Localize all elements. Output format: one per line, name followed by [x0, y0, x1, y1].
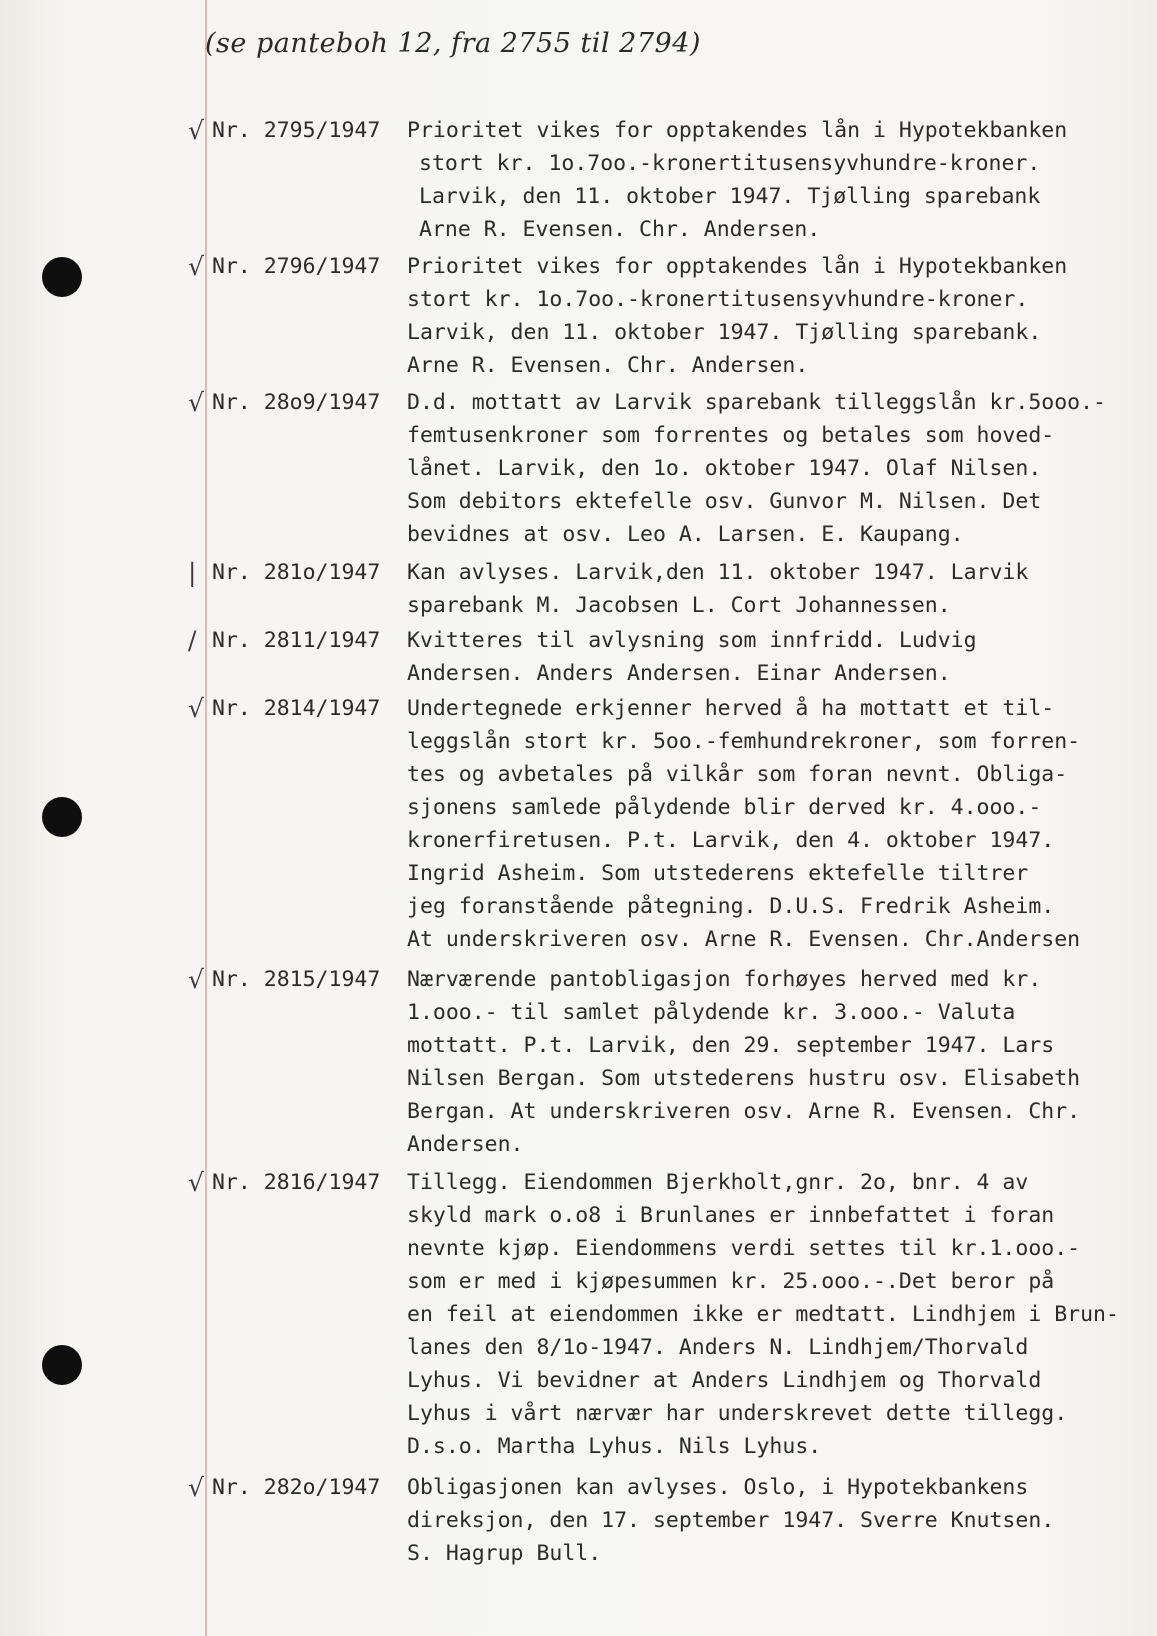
- entry-text: [407, 963, 1157, 1161]
- entry-line: skyld mark o.o8 i Brunlanes er innbefattet i foran: [407, 1203, 1055, 1228]
- entry-number: Nr. 2796/1947: [212, 254, 381, 279]
- entry-line: Lyhus i vårt nærvær har underskrevet dette tillegg.: [407, 1401, 1068, 1426]
- entry-line: Undertegnede erkjenner herved å ha mottatt et til-: [407, 696, 1055, 721]
- entry-line: stort kr. 1o.7oo.-kronertitusensyvhundre-kroner.: [407, 287, 1029, 312]
- entry-line: femtusenkroner som forrentes og betales som hoved-: [407, 423, 1055, 448]
- entry-line: nevnte kjøp. Eiendommens verdi settes til kr.1.ooo.-: [407, 1236, 1081, 1261]
- entry-text: [407, 250, 1157, 382]
- entry-text: [407, 1166, 1157, 1463]
- entry-line: Arne R. Evensen. Chr. Andersen.: [419, 217, 821, 242]
- entry-line: Obligasjonen kan avlyses. Oslo, i Hypotekbankens: [407, 1475, 1029, 1500]
- entry-line: leggslån stort kr. 5oo.-femhundrekroner, som forren-: [407, 729, 1081, 754]
- checkmark-icon: √: [188, 965, 204, 994]
- entry-line: S. Hagrup Bull.: [407, 1541, 602, 1566]
- margin-rule: [205, 0, 207, 1636]
- checkmark-icon: √: [188, 388, 204, 417]
- entry-number: Nr. 281o/1947: [212, 560, 381, 585]
- entry-line: Arne R. Evensen. Chr. Andersen.: [407, 353, 809, 378]
- entry-line: Lyhus. Vi bevidner at Anders Lindhjem og Thorvald: [407, 1368, 1042, 1393]
- entry-number: Nr. 28o9/1947: [212, 390, 381, 415]
- entry-line: lånet. Larvik, den 1o. oktober 1947. Olaf Nilsen.: [407, 456, 1042, 481]
- entry-number: Nr. 2816/1947: [212, 1170, 381, 1195]
- entry-line: mottatt. P.t. Larvik, den 29. september 1947. Lars: [407, 1033, 1055, 1058]
- entry-line: Ingrid Asheim. Som utstederens ektefelle tiltrer: [407, 861, 1029, 886]
- entry-line: Som debitors ektefelle osv. Gunvor M. Nilsen. Det: [407, 489, 1042, 514]
- checkmark-icon: |: [188, 558, 197, 587]
- entry-line: sjonens samlede pålydende blir derved kr. 4.ooo.-: [407, 795, 1042, 820]
- entry-text: [407, 556, 1157, 622]
- entry-line: som er med i kjøpesummen kr. 25.ooo.-.Det beror på: [407, 1269, 1055, 1294]
- entry-number: Nr. 2814/1947: [212, 696, 381, 721]
- entry-number: Nr. 282o/1947: [212, 1475, 381, 1500]
- entry-line: lanes den 8/1o-1947. Anders N. Lindhjem/Thorvald: [407, 1335, 1029, 1360]
- checkmark-icon: √: [188, 1168, 204, 1197]
- checkmark-icon: /: [188, 626, 197, 655]
- entry-line: Tillegg. Eiendommen Bjerkholt,gnr. 2o, bnr. 4 av: [407, 1170, 1029, 1195]
- entry-line: Kvitteres til avlysning som innfridd. Ludvig: [407, 628, 977, 653]
- entry-number: Nr. 2811/1947: [212, 628, 381, 653]
- entry-line: sparebank M. Jacobsen L. Cort Johannessen.: [407, 593, 951, 618]
- entry-line: Larvik, den 11. oktober 1947. Tjølling sparebank.: [407, 320, 1042, 345]
- entry-line: stort kr. 1o.7oo.-kronertitusensyvhundre-kroner.: [419, 151, 1041, 176]
- entry-line: Larvik, den 11. oktober 1947. Tjølling sparebank: [419, 184, 1041, 209]
- entry-line: Prioritet vikes for opptakendes lån i Hypotekbanken: [407, 118, 1068, 143]
- checkmark-icon: √: [188, 116, 204, 145]
- entry-line: bevidnes at osv. Leo A. Larsen. E. Kaupang.: [407, 522, 964, 547]
- entry-line: kronerfiretusen. P.t. Larvik, den 4. oktober 1947.: [407, 828, 1055, 853]
- checkmark-icon: √: [188, 694, 204, 723]
- entry-text: [407, 692, 1157, 956]
- entry-number: Nr. 2815/1947: [212, 967, 381, 992]
- entry-line: D.d. mottatt av Larvik sparebank tilleggslån kr.5ooo.-: [407, 390, 1106, 415]
- entry-line: At underskriveren osv. Arne R. Evensen. Chr.Andersen: [407, 927, 1081, 952]
- entry-line: Andersen.: [407, 1132, 524, 1157]
- entry-line: Andersen. Anders Andersen. Einar Andersen.: [407, 661, 951, 686]
- checkmark-icon: √: [188, 1473, 204, 1502]
- entry-line: Bergan. At underskriveren osv. Arne R. Evensen. Chr.: [407, 1099, 1081, 1124]
- entry-line: en feil at eiendommen ikke er medtatt. Lindhjem i Brun-: [407, 1302, 1119, 1327]
- punch-hole: [42, 1345, 82, 1385]
- entry-text: [407, 624, 1157, 690]
- punch-hole: [42, 797, 82, 837]
- entry-line: Prioritet vikes for opptakendes lån i Hypotekbanken: [407, 254, 1068, 279]
- handwritten-reference-note: (se panteboh 12, fra 2755 til 2794): [205, 28, 701, 59]
- entry-line: D.s.o. Martha Lyhus. Nils Lyhus.: [407, 1434, 822, 1459]
- checkmark-icon: √: [188, 252, 204, 281]
- punch-hole: [42, 257, 82, 297]
- entry-line: Kan avlyses. Larvik,den 11. oktober 1947. Larvik: [407, 560, 1029, 585]
- entry-text: [407, 1471, 1157, 1570]
- entry-line: jeg foranstående påtegning. D.U.S. Fredrik Asheim.: [407, 894, 1055, 919]
- entry-line: direksjon, den 17. september 1947. Sverre Knutsen.: [407, 1508, 1055, 1533]
- entry-text: [407, 114, 1157, 246]
- entry-text: [407, 386, 1157, 551]
- entry-line: Nilsen Bergan. Som utstederens hustru osv. Elisabeth: [407, 1066, 1081, 1091]
- entry-number: Nr. 2795/1947: [212, 118, 381, 143]
- entry-line: 1.ooo.- til samlet pålydende kr. 3.ooo.- Valuta: [407, 1000, 1016, 1025]
- entry-line: Nærværende pantobligasjon forhøyes herved med kr.: [407, 967, 1042, 992]
- entry-line: tes og avbetales på vilkår som foran nevnt. Obliga-: [407, 762, 1068, 787]
